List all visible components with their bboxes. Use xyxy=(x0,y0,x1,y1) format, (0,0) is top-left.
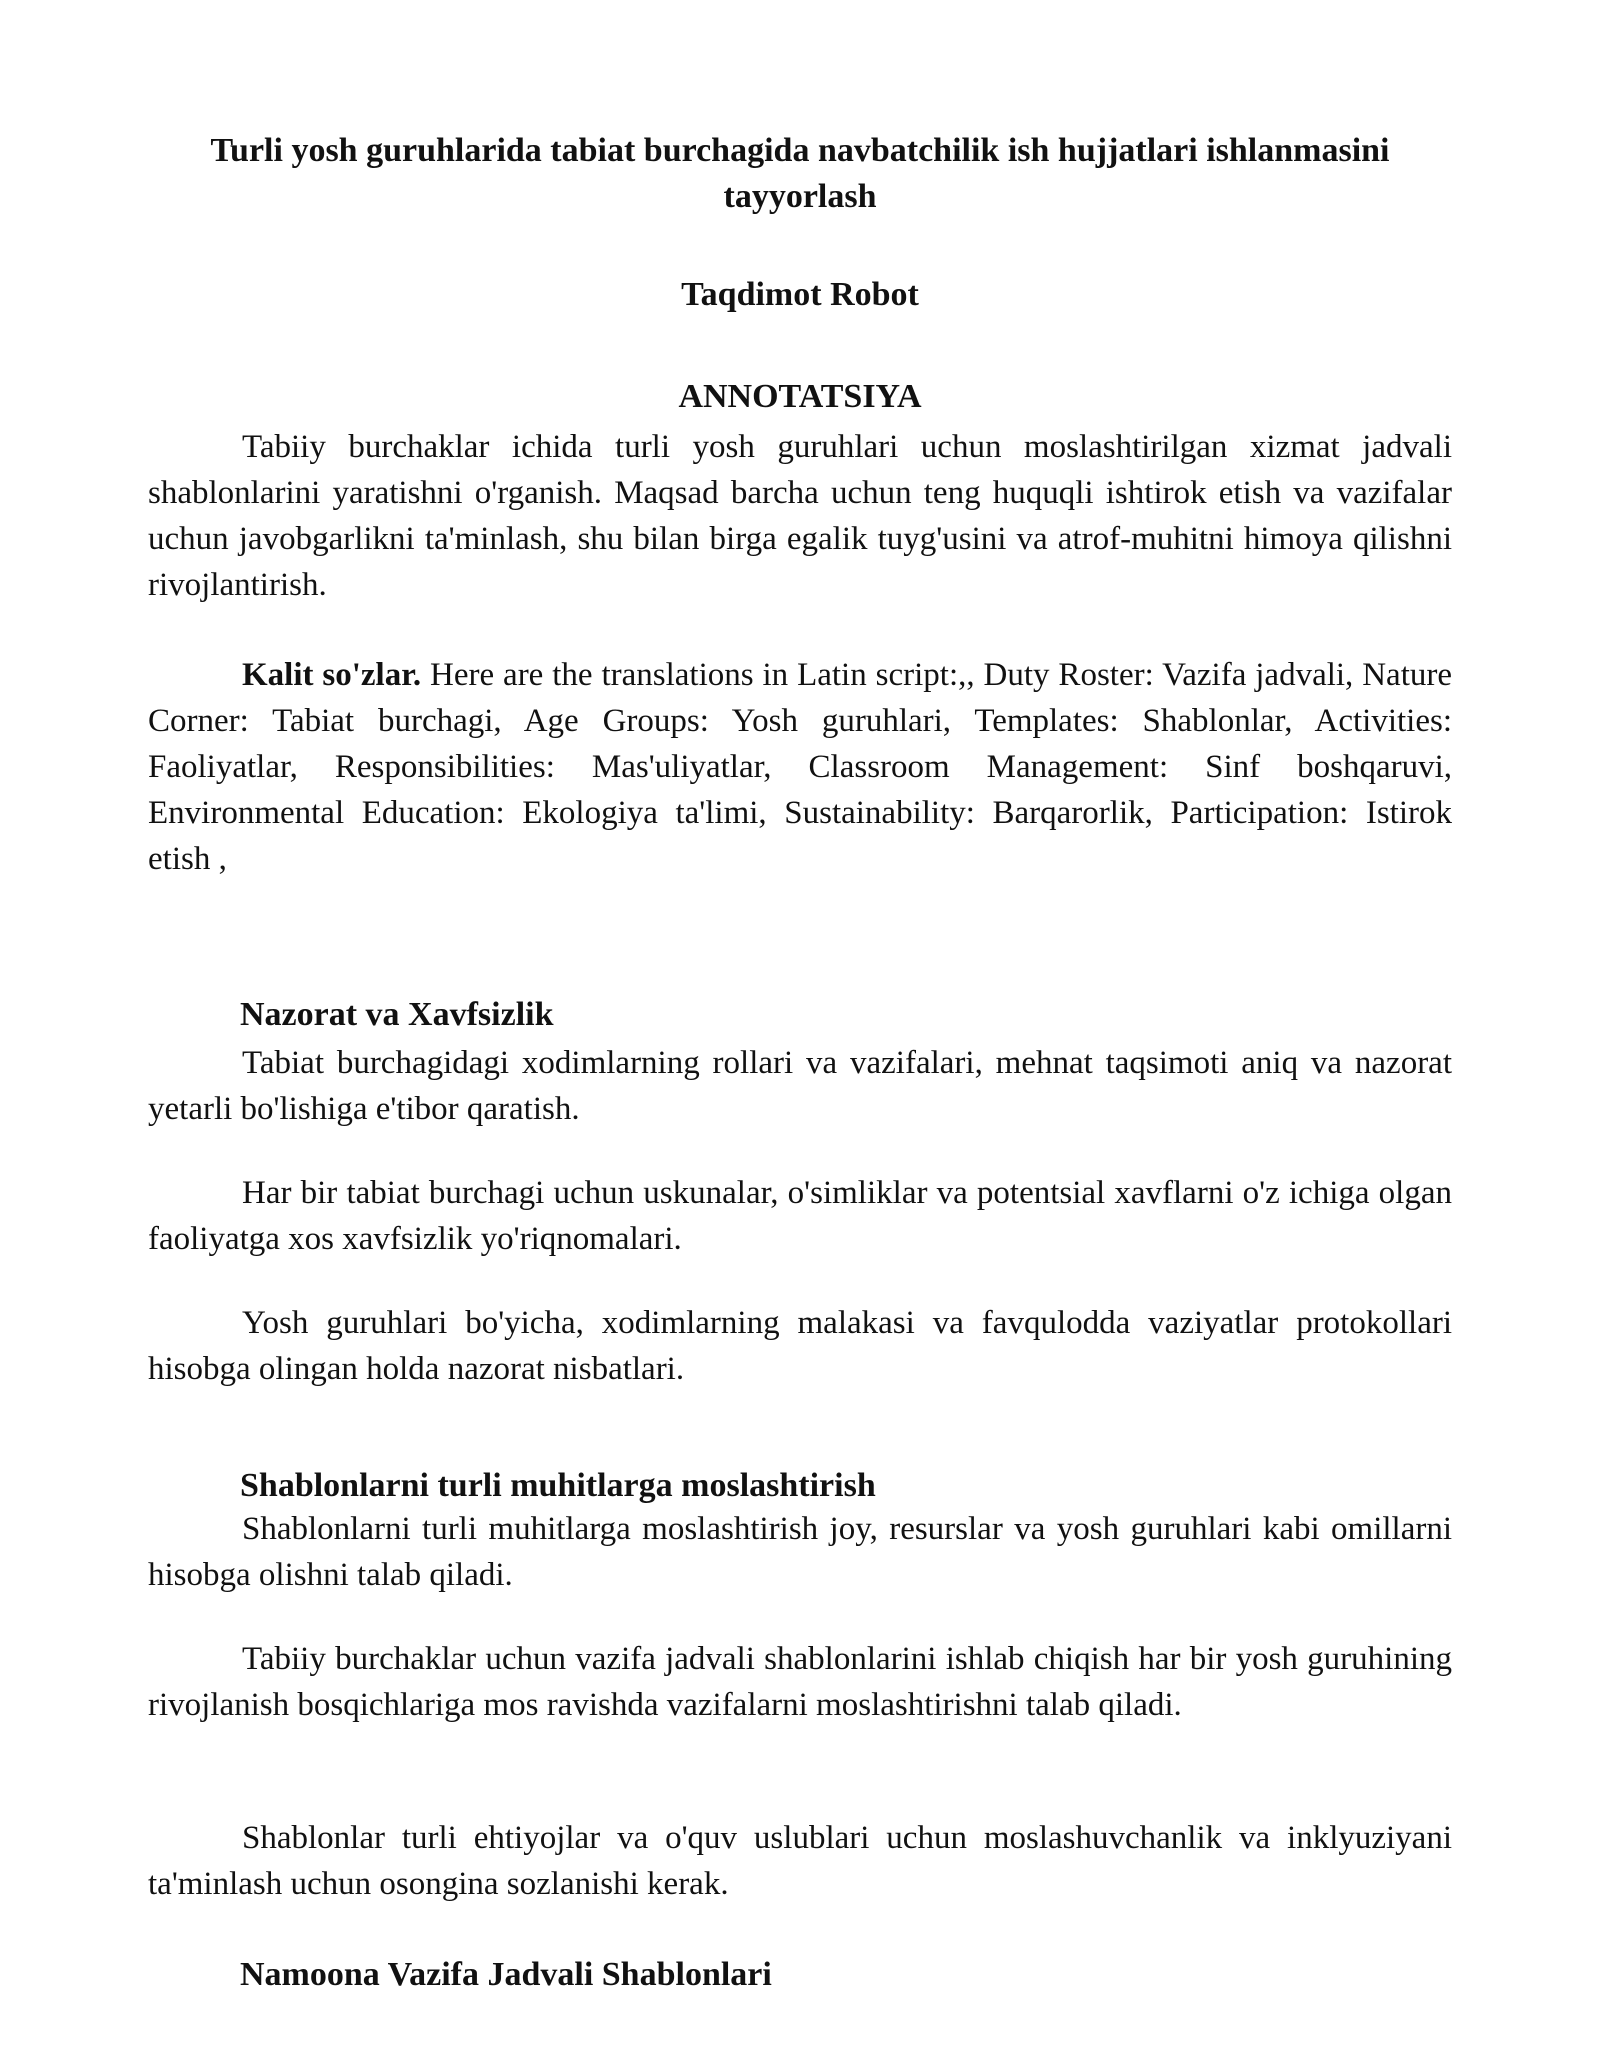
keywords-paragraph xyxy=(148,652,1452,882)
section-paragraph: Tabiiy burchaklar uchun vazifa jadvali shablonlarini ishlab chiqish har bir yosh guruhining rivojlanish bosqichlariga mos ravishda vazifalarni moslashtirishni talab qiladi. xyxy=(148,1641,1452,1723)
annotation-heading: ANNOTATSIYA xyxy=(678,378,922,415)
section-paragraph: Shablonlar turli ehtiyojlar va o'quv uslublari uchun moslashuvchanlik va inklyuziyani ta'minlash uchun osongina sozlanishi kerak. xyxy=(148,1820,1452,1902)
author-line: Taqdimot Robot xyxy=(681,276,919,313)
document-title: Turli yosh guruhlarida tabiat burchagida navbatchilik ish hujjatlari ishlanmasini tayyorlash xyxy=(210,132,1390,215)
section-paragraph: Tabiat burchagidagi xodimlarning rollari va vazifalari, mehnat taqsimoti aniq va nazorat yetarli bo'lishiga e'tibor qaratish. xyxy=(148,1045,1452,1127)
section-paragraph: Har bir tabiat burchagi uchun uskunalar, o'simliklar va potentsial xavflarni o'z ichiga olgan faoliyatga xos xavfsizlik yo'riqnomalari. xyxy=(148,1175,1452,1257)
keywords-label: Kalit so'zlar. xyxy=(242,657,422,693)
keywords-text: Here are the translations in Latin script:,, Duty Roster: Vazifa jadvali, Nature Corner: Tabiat burchagi, Age Groups: Yosh guruhlari, Templates: Shablonlar, Activities: Faoliyatlar, Responsibilities: Mas'uliyatlar, Classroom Management: Sinf boshqaruvi, Environmental Education: Ekologiya ta'limi, Sustainability: Barqarorlik, Participation: Istirok etish , xyxy=(148,657,1452,877)
section-paragraph: Shablonlarni turli muhitlarga moslashtirish joy, resurslar va yosh guruhlari kabi omillarni hisobga olishni talab qiladi. xyxy=(148,1511,1452,1593)
section-heading-shablonlar: Shablonlarni turli muhitlarga moslashtirish xyxy=(240,1467,876,1504)
section-heading-nazorat: Nazorat va Xavfsizlik xyxy=(240,996,554,1033)
annotation-paragraph: Tabiiy burchaklar ichida turli yosh guruhlari uchun moslashtirilgan xizmat jadvali shablonlarini yaratishni o'rganish. Maqsad barcha uchun teng huquqli ishtirok etish va vazifalar uchun javobgarlikni ta'minlash, shu bilan birga egalik tuyg'usini va atrof-muhitni himoya qilishni rivojlantirish. xyxy=(148,429,1452,603)
section-paragraph: Yosh guruhlari bo'yicha, xodimlarning malakasi va favqulodda vaziyatlar protokollari hisobga olingan holda nazorat nisbatlari. xyxy=(148,1305,1452,1387)
section-heading-namoona: Namoona Vazifa Jadvali Shablonlari xyxy=(240,1956,772,1993)
